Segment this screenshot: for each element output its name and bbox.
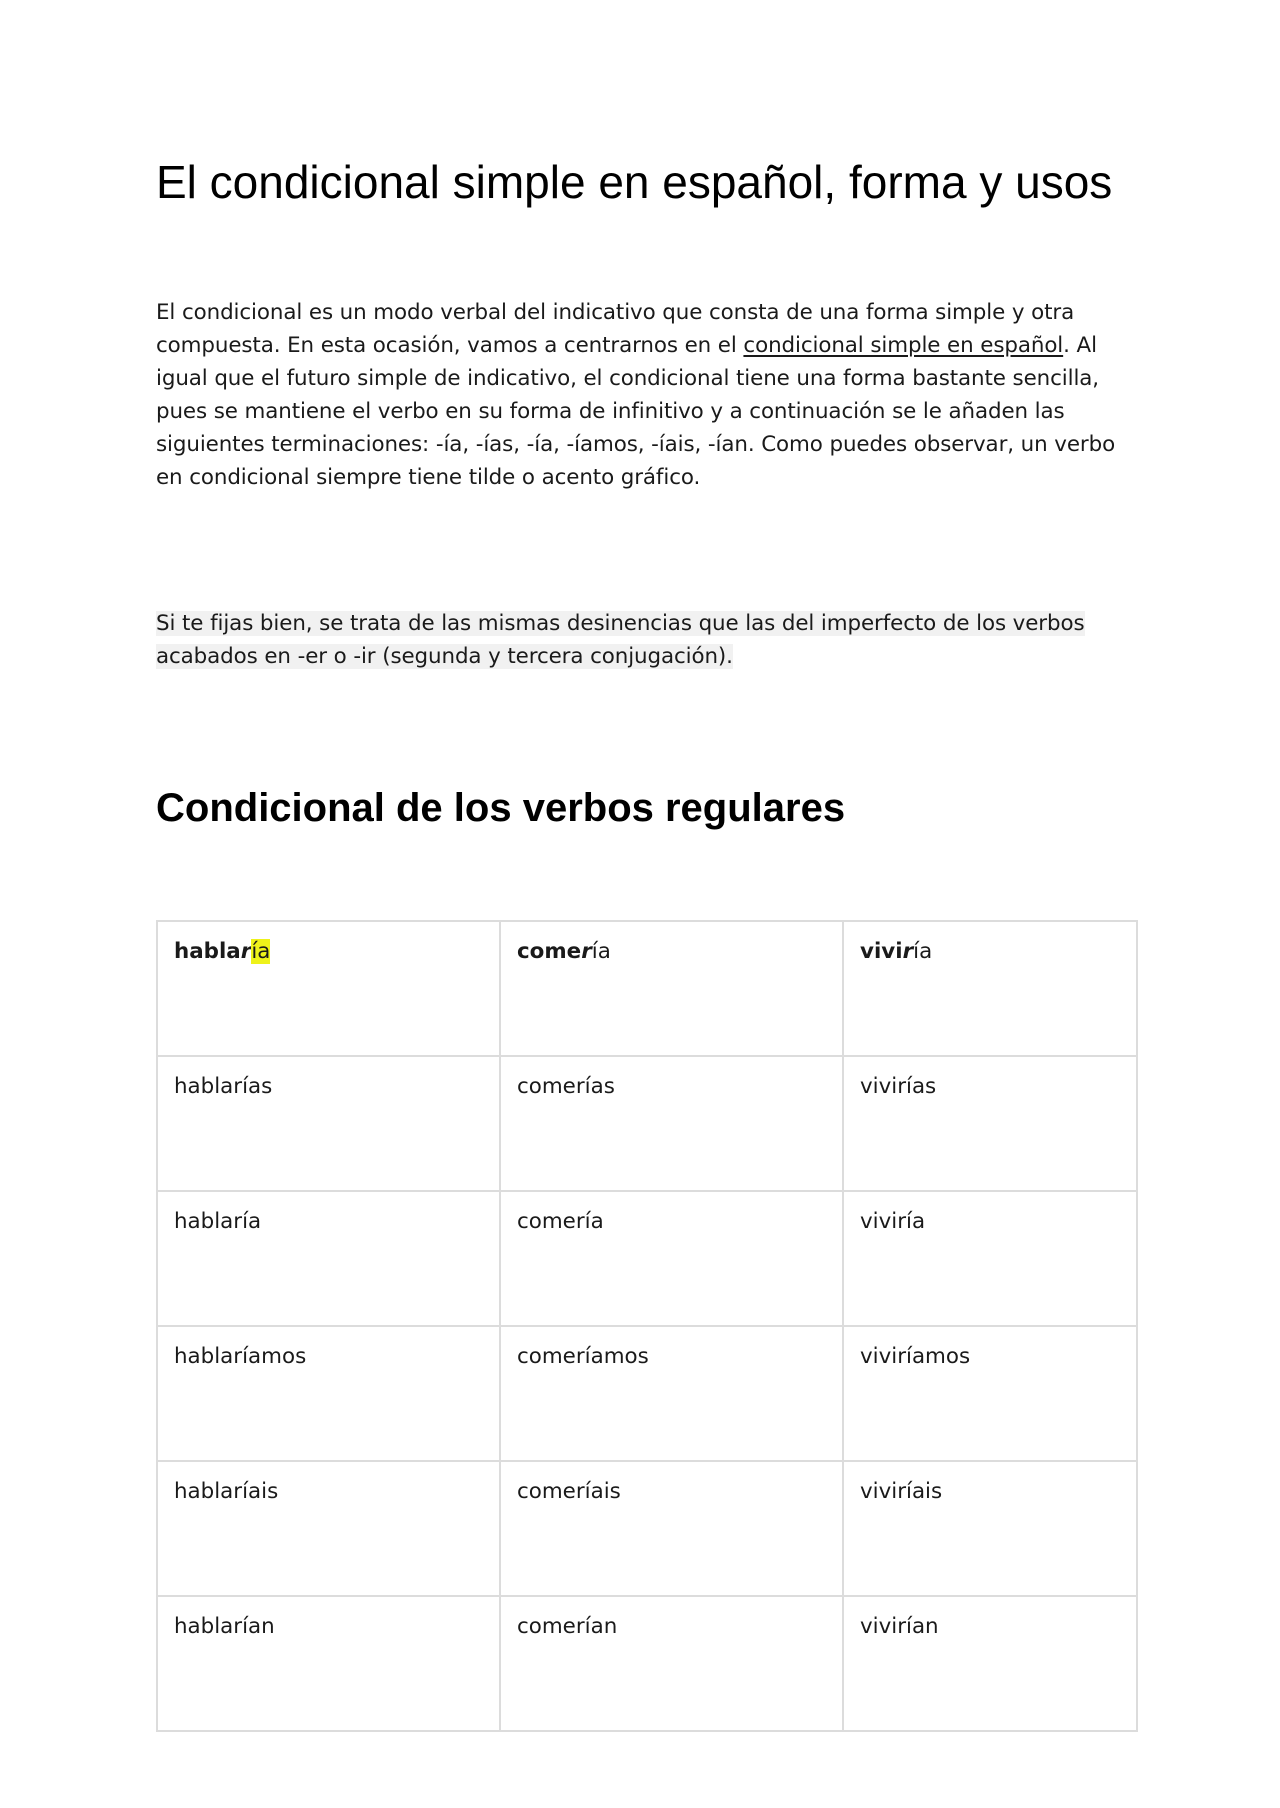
header-infinitive-r: r	[902, 939, 914, 964]
table-row	[157, 1056, 1137, 1191]
table-row	[157, 1596, 1137, 1731]
header-infinitive-r: r	[240, 939, 252, 964]
section-heading: Condicional de los verbos regulares	[156, 786, 846, 830]
table-row	[157, 1461, 1137, 1596]
table-cell: hablaríamos	[157, 1326, 500, 1461]
condicional-simple-link[interactable]: condicional simple en español	[743, 333, 1064, 358]
header-cell-hablar	[157, 921, 500, 1056]
table-row	[157, 1326, 1137, 1461]
table-cell: comeríais	[500, 1461, 843, 1596]
table-header-row	[157, 921, 1137, 1056]
header-ending: ía	[913, 939, 933, 964]
table-cell: hablaría	[157, 1191, 500, 1326]
table-cell: comerían	[500, 1596, 843, 1731]
note-highlighted-text: Si te fijas bien, se trata de las mismas desinencias que las del imperfecto de los verbos acabados en -er o -ir (segunda y tercera conjugación).	[156, 611, 1085, 669]
table-row	[157, 1191, 1137, 1326]
table-cell: viviría	[843, 1191, 1137, 1326]
table-cell: vivirían	[843, 1596, 1137, 1731]
table-cell: viviríamos	[843, 1326, 1137, 1461]
table-cell: comería	[500, 1191, 843, 1326]
note-paragraph	[156, 607, 1136, 673]
table-cell: hablarías	[157, 1056, 500, 1191]
intro-text-before-link: El condicional es un modo verbal del indicativo que consta de una forma simple y otra compuesta. En esta ocasión, vamos a centrarnos en el	[156, 300, 1075, 358]
table-cell: comerías	[500, 1056, 843, 1191]
document-title: El condicional simple en español, forma y usos	[156, 156, 1113, 208]
table-cell: viviríais	[843, 1461, 1137, 1596]
header-cell-vivir	[843, 921, 1137, 1056]
table-cell: hablarían	[157, 1596, 500, 1731]
table-cell: vivirías	[843, 1056, 1137, 1191]
header-stem: habla	[174, 939, 241, 964]
conjugation-table	[156, 920, 1138, 1732]
intro-paragraph	[156, 296, 1136, 494]
table-cell: hablaríais	[157, 1461, 500, 1596]
header-stem: vivi	[860, 939, 903, 964]
header-stem: come	[517, 939, 582, 964]
header-cell-comer	[500, 921, 843, 1056]
header-ending: ía	[591, 939, 611, 964]
table-cell: comeríamos	[500, 1326, 843, 1461]
header-infinitive-r: r	[581, 939, 592, 964]
highlighted-ending: ía	[251, 939, 271, 964]
intro-text-after-link: . Al igual que el futuro simple de indicativo, el condicional tiene una forma bastante sencilla, pues se mantiene el verbo en su forma de infinitivo y a continuación se le añaden las siguientes terminaciones: -ía, -ías, -ía, -íamos, -íais, -ían. Como puedes observar, un verbo en condicional siempre tiene tilde o acento gráfico.	[156, 333, 1116, 490]
